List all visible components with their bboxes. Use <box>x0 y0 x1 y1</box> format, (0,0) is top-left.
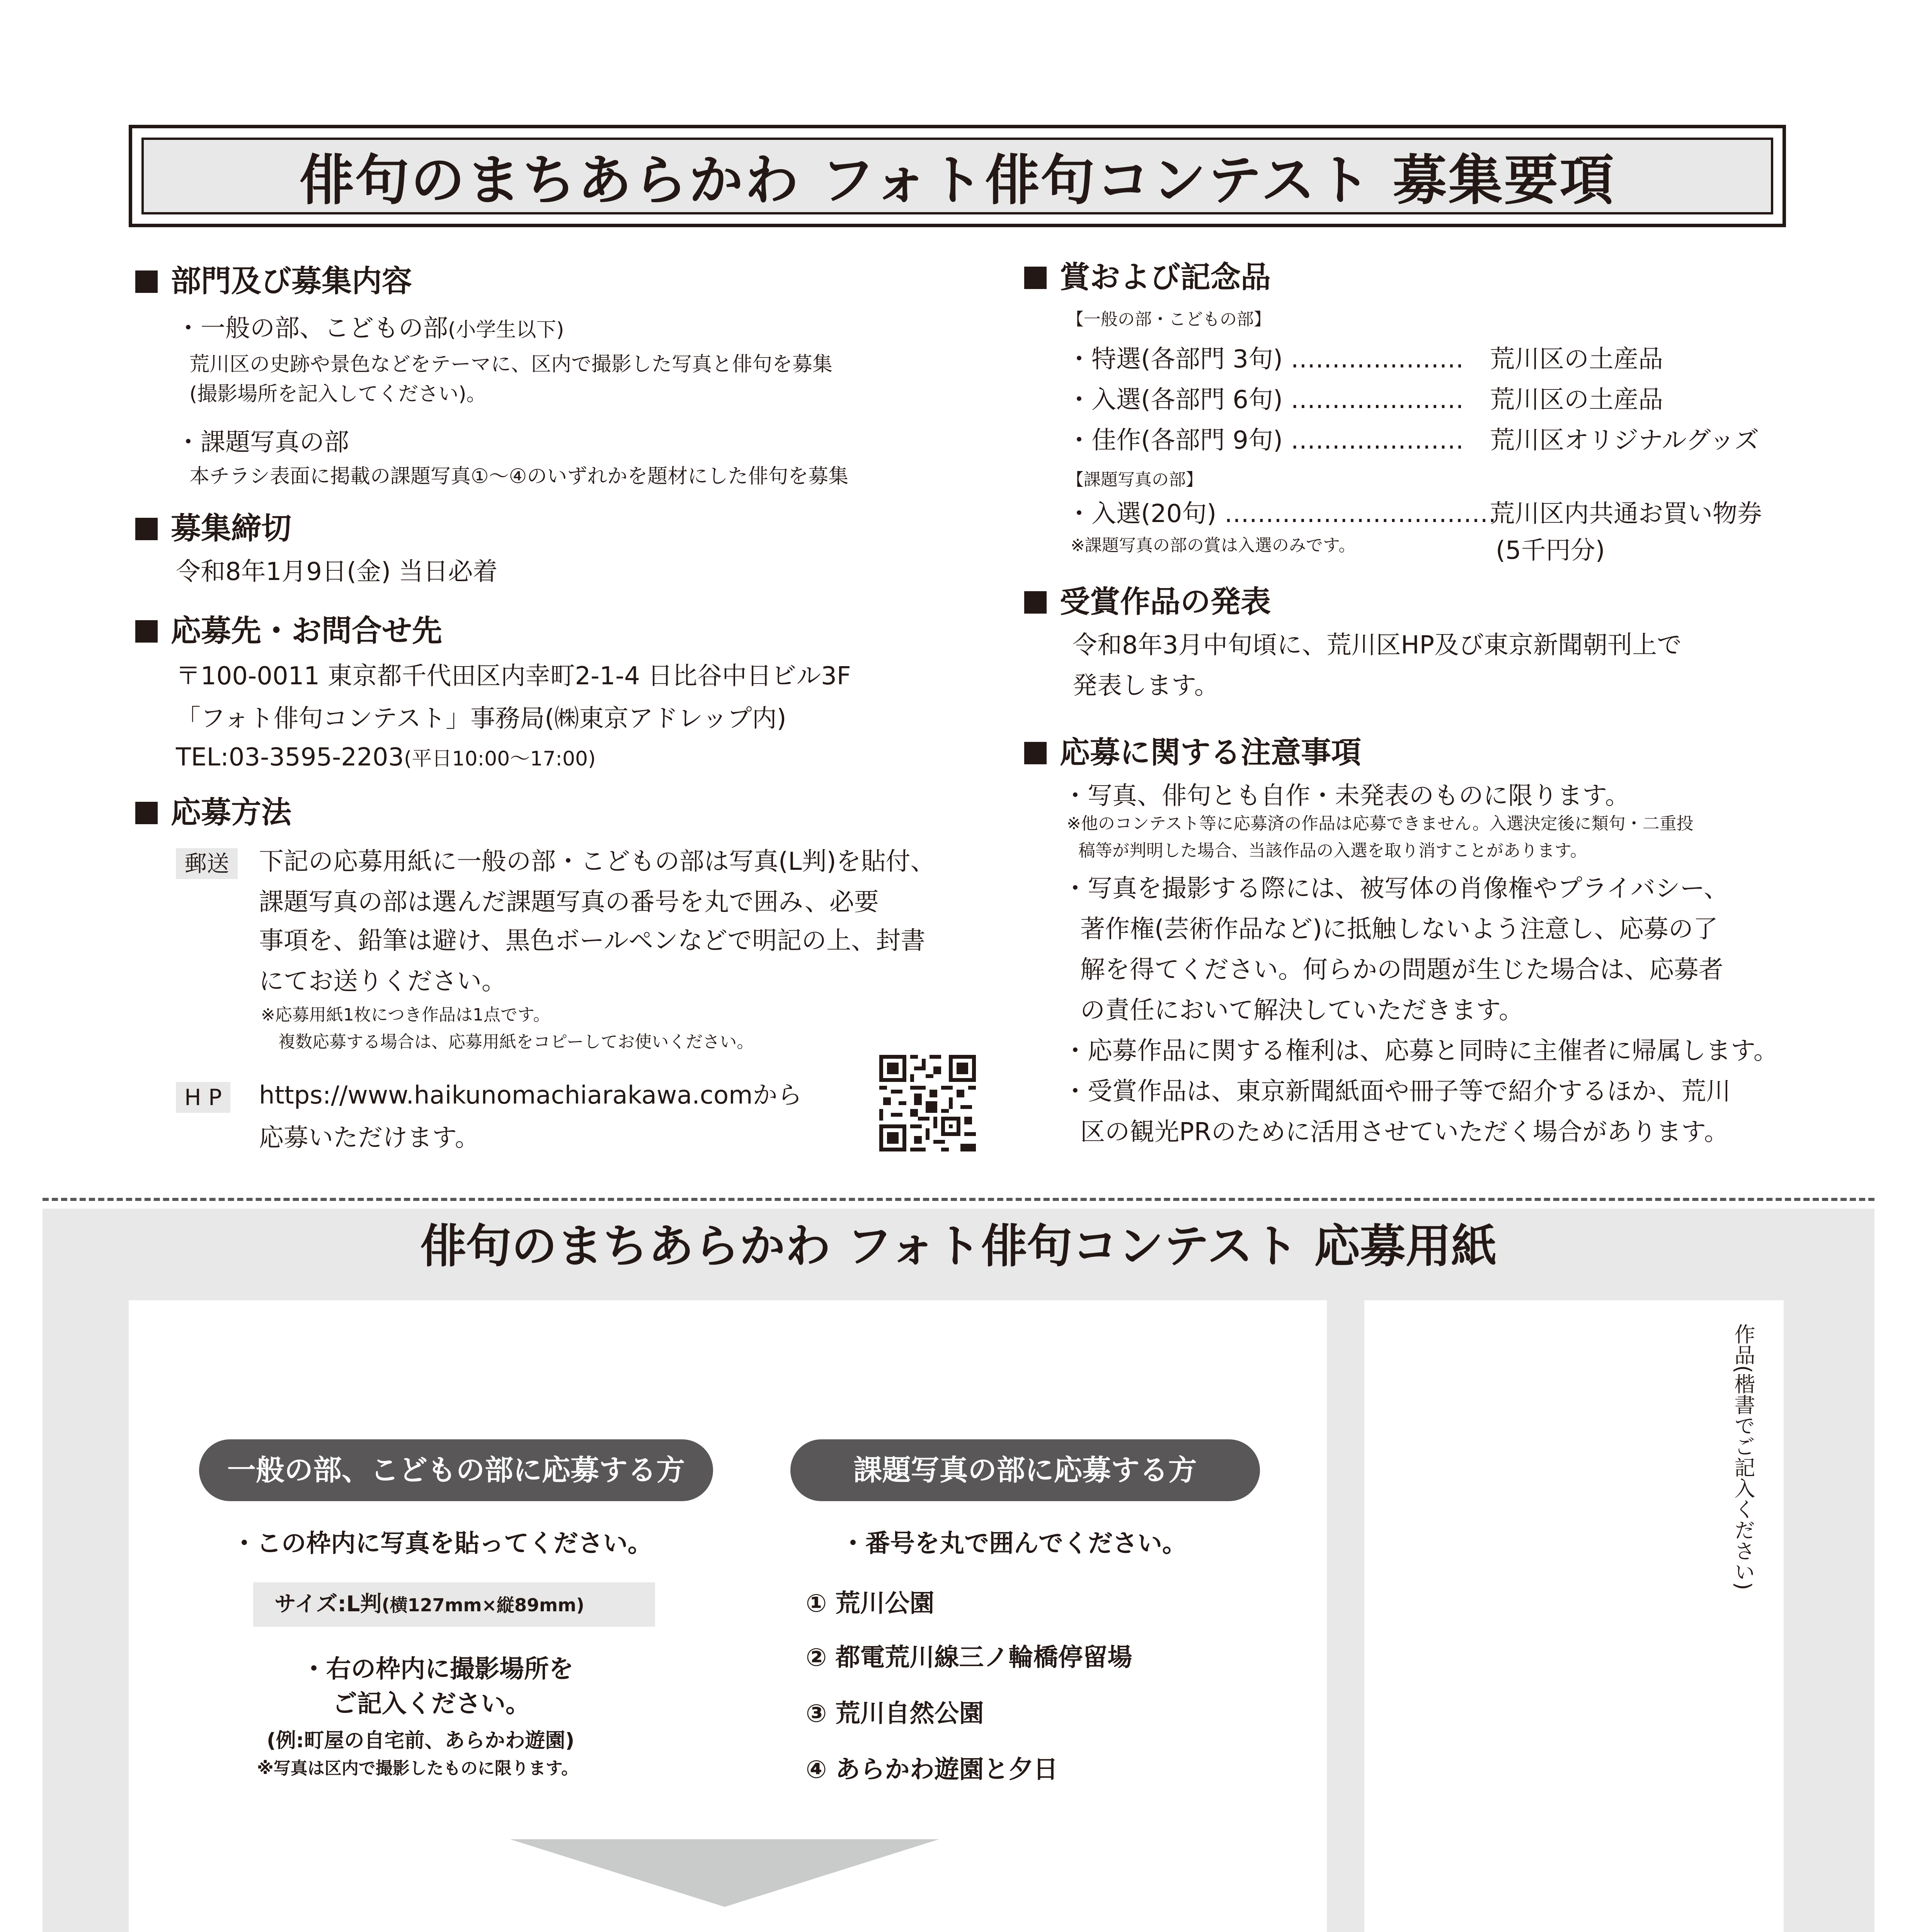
pill-theme: 課題写真の部に応募する方 <box>790 1439 1260 1501</box>
qr-code-icon[interactable] <box>879 1055 976 1151</box>
note-4-line-1: ・受賞作品は、東京新聞紙面や冊子等で紹介するほか、荒川 <box>1063 1077 1731 1106</box>
note-2-line-4: の責任において解決していただきます。 <box>1080 996 1524 1025</box>
mail-text-4: にてお送りください。 <box>259 967 506 996</box>
location-instruction-1: ・右の枠内に撮影場所を <box>301 1655 574 1684</box>
mail-note-2: 複数応募する場合は、応募用紙をコピーしてお使いください。 <box>278 1032 754 1052</box>
prizes-theme-amount: (5千円分) <box>1496 536 1605 565</box>
hp-url[interactable]: https://www.haikunomachiarakawa.comから <box>259 1081 802 1110</box>
note-1: ・写真、俳句とも自作・未発表のものに限ります。 <box>1063 782 1630 810</box>
location-note: ※写真は区内で撮影したものに限ります。 <box>257 1759 579 1778</box>
location-instruction-2: ご記入ください。 <box>332 1690 530 1718</box>
note-1b: 稿等が判明した場合、当該作品の入選を取り消すことがあります。 <box>1078 841 1587 861</box>
square-bullet-icon <box>135 270 158 293</box>
prize-value-1: 荒川区の土産品 <box>1490 345 1663 374</box>
theme-option-2[interactable]: ② 都電荒川線三ノ輪橋停留場 <box>806 1643 1132 1672</box>
prize-value-2: 荒川区の土産品 <box>1490 386 1663 414</box>
haiku-work-area[interactable] <box>1364 1300 1784 1932</box>
theme-option-1[interactable]: ① 荒川公園 <box>806 1589 935 1618</box>
prizes-heading: 賞および記念品 <box>1024 259 1271 296</box>
general-division-label: ・一般の部、こどもの部(小学生以下) <box>176 314 564 343</box>
theme-option-3[interactable]: ③ 荒川自然公園 <box>806 1699 984 1728</box>
mail-text-3: 事項を、鉛筆は避け、黒色ボールペンなどで明記の上、封書 <box>259 927 926 955</box>
deadline-text: 令和8年1月9日(金) 当日必着 <box>176 558 498 586</box>
theme-division-label: ・課題写真の部 <box>176 428 349 457</box>
note-4-line-2: 区の観光PRのために活用させていただく場合があります。 <box>1080 1118 1729 1146</box>
notes-heading: 応募に関する注意事項 <box>1024 734 1361 771</box>
title-frame <box>129 125 1786 227</box>
prizes-theme-note: ※課題写真の部の賞は入選のみです。 <box>1071 536 1356 555</box>
mail-note-1: ※応募用紙1枚につき作品は1点です。 <box>261 1005 550 1025</box>
contact-heading: 応募先・お問合せ先 <box>135 612 442 650</box>
announcement-text-1: 令和8年3月中旬頃に、荒川区HP及び東京新聞朝刊上で <box>1073 631 1682 660</box>
deadline-heading: 募集締切 <box>135 510 291 547</box>
pill-general: 一般の部、こどもの部に応募する方 <box>199 1439 713 1501</box>
square-bullet-icon <box>135 620 158 643</box>
prize-value-3: 荒川区オリジナルグッズ <box>1490 426 1759 455</box>
paste-instruction: ・この枠内に写真を貼ってください。 <box>232 1529 652 1558</box>
down-arrow-icon <box>510 1839 939 1907</box>
mail-tag: 郵送 <box>176 848 238 879</box>
prizes-general-head: 【一般の部・こどもの部】 <box>1067 310 1271 329</box>
size-text: サイズ:L判(横127mm×縦89mm) <box>274 1592 584 1617</box>
square-bullet-icon <box>135 802 158 824</box>
general-division-desc: 荒川区の史跡や景色などをテーマに、区内で撮影した写真と俳句を募集 <box>189 353 833 376</box>
note-3: ・応募作品に関する権利は、応募と同時に主催者に帰属します。 <box>1063 1037 1778 1065</box>
theme-division-desc: 本チラシ表面に掲載の課題写真①～④のいずれかを題材にした俳句を募集 <box>189 465 849 488</box>
note-1a: ※他のコンテスト等に応募済の作品は応募できません。入選決定後に類句・二重投 <box>1067 814 1694 833</box>
note-2-line-2: 著作権(芸術作品など)に抵触しないよう注意し、応募の了 <box>1080 915 1718 944</box>
circle-instruction: ・番号を丸で囲んでください。 <box>841 1529 1187 1558</box>
announcement-heading: 受賞作品の発表 <box>1024 583 1271 621</box>
prize-row-theme: ・入選(20句) …………………………… <box>1067 500 1496 528</box>
contact-office: 「フォト俳句コンテスト」事務局(㈱東京アドレップ内) <box>176 704 787 733</box>
prize-value-theme: 荒川区内共通お買い物券 <box>1490 500 1762 528</box>
general-division-desc-2: (撮影場所を記入してください)。 <box>189 383 487 406</box>
location-example: (例:町屋の自宅前、あらかわ遊園) <box>267 1729 575 1752</box>
square-bullet-icon <box>1024 591 1047 614</box>
prize-row-1: ・特選(各部門 3句) ………………… <box>1067 345 1464 374</box>
theme-option-4[interactable]: ④ あらかわ遊園と夕日 <box>806 1755 1058 1784</box>
note-2-line-1: ・写真を撮影する際には、被写体の肖像権やプライバシー、 <box>1063 874 1729 903</box>
prizes-theme-head: 【課題写真の部】 <box>1067 470 1203 490</box>
square-bullet-icon <box>1024 742 1047 764</box>
mail-text-2: 課題写真の部は選んだ課題写真の番号を丸で囲み、必要 <box>259 888 879 917</box>
title-inner <box>141 138 1773 214</box>
note-2-line-3: 解を得てください。何らかの問題が生じた場合は、応募者 <box>1080 956 1723 984</box>
divisions-heading: 部門及び募集内容 <box>135 263 412 300</box>
mail-text-1: 下記の応募用紙に一般の部・こどもの部は写真(L判)を貼付、 <box>259 847 935 876</box>
work-label: 作品(楷書でご記入ください) <box>1731 1323 1755 1590</box>
square-bullet-icon <box>1024 267 1047 289</box>
method-heading: 応募方法 <box>135 794 291 831</box>
cut-line <box>43 1198 1874 1201</box>
announcement-text-2: 発表します。 <box>1073 672 1219 700</box>
page-title: 俳句のまちあらかわ フォト俳句コンテスト 募集要項 <box>299 149 1616 212</box>
form-title: 俳句のまちあらかわ フォト俳句コンテスト 応募用紙 <box>420 1219 1497 1273</box>
hp-tag: H P <box>176 1082 230 1113</box>
square-bullet-icon <box>135 518 158 540</box>
contact-address: 〒100-0011 東京都千代田区内幸町2-1-4 日比谷中日ビル3F <box>176 662 851 690</box>
hp-text: 応募いただけます。 <box>259 1124 480 1152</box>
prize-row-3: ・佳作(各部門 9句) ………………… <box>1067 426 1464 455</box>
prize-row-2: ・入選(各部門 6句) ………………… <box>1067 386 1464 414</box>
contact-tel: TEL:03-3595-2203(平日10:00～17:00) <box>176 743 596 772</box>
